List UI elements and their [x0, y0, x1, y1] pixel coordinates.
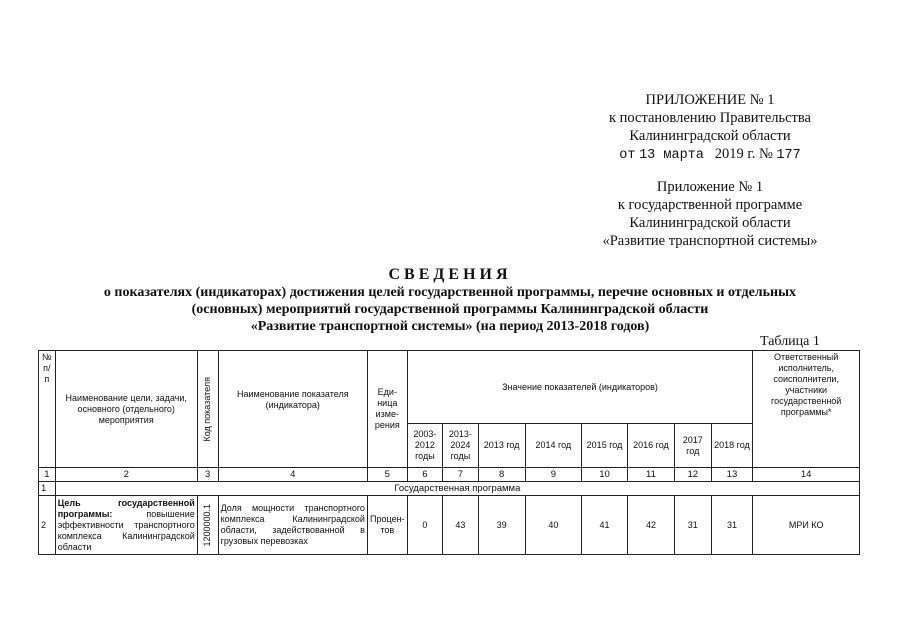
row-value-2014: 40 [525, 496, 581, 555]
row-num: 2 [39, 496, 56, 555]
colnum: 1 [39, 468, 56, 482]
colnum: 14 [753, 468, 860, 482]
row-responsible: МРИ КО [753, 496, 860, 555]
appendix-program-title: Приложение № 1 [656, 179, 764, 195]
header-responsible: Ответственный исполнитель, соисполнители, участники государственной программы* [753, 351, 860, 468]
heading-line3: «Развитие транспортной системы» (на период 2013-2018 годов) [250, 319, 650, 334]
appendix-decree-line3: Калининградской области [629, 128, 791, 144]
row-value-2015: 41 [582, 496, 628, 555]
header-year-2013: 2013 год [478, 424, 525, 468]
indicators-table [38, 350, 860, 555]
appendix-program-line2: к государственной программе [617, 197, 803, 213]
appendix-decree-title: ПРИЛОЖЕНИЕ № 1 [645, 92, 775, 108]
header-year-2014: 2014 год [525, 424, 581, 468]
colnum: 12 [674, 468, 711, 482]
row-goal-text: повышение эффективности транспортного комплекса Калининградской области [57, 508, 195, 552]
heading-title: СВЕДЕНИЯ [388, 266, 512, 283]
table-row [39, 496, 860, 555]
date-year: 2019 г. № [714, 146, 773, 162]
header-num: № п/п [39, 351, 56, 468]
section-row [39, 482, 860, 496]
colnum: 5 [367, 468, 407, 482]
row-unit: Процен-тов [367, 496, 407, 555]
row-value-2003-2012: 0 [407, 496, 443, 555]
colnum: 6 [407, 468, 443, 482]
section-label: Государственная программа [55, 482, 859, 496]
header-code [197, 351, 218, 468]
header-year-2013-2024: 2013-2024 годы [443, 424, 479, 468]
decree-number: 177 [776, 148, 801, 163]
row-value-2016: 42 [627, 496, 674, 555]
section-num: 1 [39, 482, 56, 496]
header-unit: Еди-ница изме-рения [367, 351, 407, 468]
heading-line2: (основных) мероприятий государственной программы Калининградской области [191, 302, 709, 317]
header-year-2018: 2018 год [711, 424, 753, 468]
colnum: 7 [443, 468, 479, 482]
colnum: 11 [627, 468, 674, 482]
colnum: 4 [218, 468, 367, 482]
header-code-text: Код показателя [202, 376, 213, 442]
date-prefix: от [619, 148, 636, 163]
colnum: 2 [55, 468, 197, 482]
header-year-2003-2012: 2003-2012 годы [407, 424, 443, 468]
column-number-row [39, 468, 860, 482]
colnum: 10 [582, 468, 628, 482]
row-value-2017: 31 [674, 496, 711, 555]
colnum: 9 [525, 468, 581, 482]
header-values-group: Значение показателей (индикаторов) [407, 351, 753, 424]
header-year-2017: 2017 год [674, 424, 711, 468]
document-heading [40, 266, 860, 335]
row-code [197, 496, 218, 555]
appendix-program-line3: Калининградской области [629, 215, 791, 231]
colnum: 13 [711, 468, 753, 482]
header-row-top [39, 351, 860, 424]
row-goal-label: Цель государственной программы: [57, 497, 195, 519]
row-value-2018: 31 [711, 496, 753, 555]
row-value-2013: 39 [478, 496, 525, 555]
header-indicator: Наименование показателя (индикатора) [218, 351, 367, 468]
table-label: Таблица 1 [760, 334, 820, 349]
appendix-decree-block [560, 91, 860, 165]
colnum: 8 [478, 468, 525, 482]
header-year-2016: 2016 год [627, 424, 674, 468]
colnum: 3 [197, 468, 218, 482]
appendix-decree-date [560, 145, 860, 165]
heading-line1: о показателях (индикаторах) достижения целей государственной программы, перечне основных и отдельных [103, 285, 797, 300]
date-day-month: 13 марта [639, 148, 704, 163]
row-goal-name [55, 496, 197, 555]
appendix-decree-line2: к постановлению Правительства [609, 110, 811, 126]
row-code-text: 1200000.1 [202, 503, 213, 547]
appendix-program-line4: «Развитие транспортной системы» [602, 233, 818, 249]
appendix-program-block [560, 178, 860, 250]
row-value-2013-2024: 43 [443, 496, 479, 555]
header-name: Наименование цели, задачи, основного (отдельного) мероприятия [55, 351, 197, 468]
header-year-2015: 2015 год [582, 424, 628, 468]
row-indicator: Доля мощности транспортного комплекса Калининградской области, задействованной в грузовых перевозках [218, 496, 367, 555]
